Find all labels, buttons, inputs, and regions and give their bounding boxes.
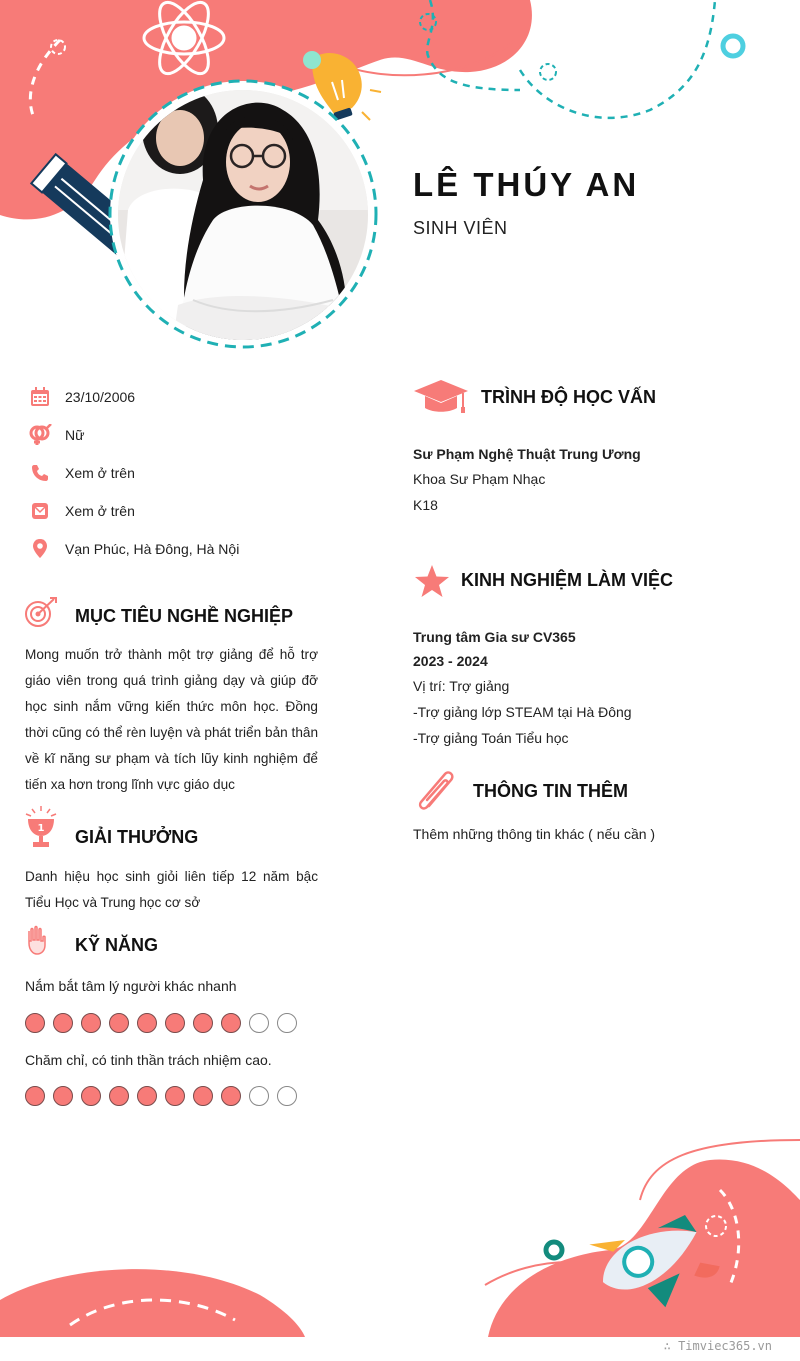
rating-dot-empty [277,1013,297,1033]
awards-text: Danh hiệu học sinh giỏi liên tiếp 12 năm bậc Tiểu Học và Trung học cơ sở [25,869,318,910]
paperclip-icon [415,770,459,812]
gender-text: Nữ [65,427,85,443]
rating-dot-filled [193,1086,213,1106]
experience-duty: -Trợ giảng Toán Tiểu học [413,730,569,746]
contact-phone [28,461,135,485]
svg-text:1: 1 [37,823,45,834]
education-faculty: Khoa Sư Phạm Nhạc [413,471,546,487]
phone-icon [28,461,52,485]
skill-2-rating [25,1086,305,1106]
rating-dot-filled [81,1086,101,1106]
phone-text: Xem ở trên [65,465,135,481]
rating-dot-filled [193,1013,213,1033]
calendar-icon [28,385,52,409]
experience-company: Trung tâm Gia sư CV365 [413,629,576,645]
rating-dot-filled [81,1013,101,1033]
skill-1-name: Nắm bắt tâm lý người khác nhanh [25,978,237,994]
rating-dot-filled [165,1086,185,1106]
experience-position: Vị trí: Trợ giảng [413,678,510,694]
trophy-icon [24,806,58,850]
target-icon [24,596,58,630]
contact-birthdate [28,385,135,409]
location-icon [28,537,52,561]
rating-dot-filled [221,1013,241,1033]
rating-dot-filled [109,1013,129,1033]
rating-dot-filled [165,1013,185,1033]
contact-address [28,537,239,561]
education-school: Sư Phạm Nghệ Thuật Trung Ương [413,446,641,462]
experience-period: 2023 - 2024 [413,653,488,669]
skills-title: KỸ NĂNG [75,935,159,955]
rating-dot-empty [249,1086,269,1106]
rating-dot-filled [53,1086,73,1106]
contact-gender [28,423,84,447]
education-title: TRÌNH ĐỘ HỌC VẤN [481,387,656,407]
avatar [118,90,368,340]
hand-icon [25,925,47,955]
star-icon [414,564,450,598]
watermark: ∴ Timviec365.vn [663,1339,772,1353]
address-text: Vạn Phúc, Hà Đông, Hà Nội [65,541,240,557]
contact-email [28,499,135,523]
birthdate-text: 23/10/2006 [65,389,136,405]
rating-dot-filled [109,1086,129,1106]
education-cohort: K18 [413,497,438,513]
skill-2-name: Chăm chỉ, có tinh thần trách nhiệm cao. [25,1052,272,1068]
rating-dot-filled [25,1086,45,1106]
rating-dot-filled [25,1013,45,1033]
objective-text: Mong muốn trở thành một trợ giảng để hỗ trợ giáo viên trong quá trình giảng dạy và giúp đỡ học sinh nắm vững kiến thức môn học. Đồng thời cũng có thể rèn luyện và phát triển bản thân về kĩ năng sư phạm và tích lũy kinh nghiệm để tiến xa hơn trong lĩnh vực giáo dục [25,647,318,792]
candidate-name: LÊ THÚY AN [413,166,640,203]
awards-title: GIẢI THƯỞNG [75,827,199,847]
rating-dot-filled [137,1086,157,1106]
experience-duty: -Trợ giảng lớp STEAM tại Hà Đông [413,704,632,720]
rating-dot-empty [249,1013,269,1033]
rating-dot-filled [221,1086,241,1106]
extra-text: Thêm những thông tin khác ( nếu cần ) [413,826,656,842]
rating-dot-filled [53,1013,73,1033]
candidate-role: SINH VIÊN [413,218,508,238]
profile-photo [118,90,368,340]
rating-dot-filled [137,1013,157,1033]
email-icon [28,499,52,523]
gender-icon [28,423,52,447]
experience-title: KINH NGHIỆM LÀM VIỆC [461,570,674,590]
email-text: Xem ở trên [65,503,135,519]
graduation-cap-icon [413,378,469,414]
rating-dot-empty [277,1086,297,1106]
extra-title: THÔNG TIN THÊM [473,781,628,801]
objective-title: MỤC TIÊU NGHỀ NGHIỆP [75,606,294,626]
skill-1-rating [25,1013,305,1033]
